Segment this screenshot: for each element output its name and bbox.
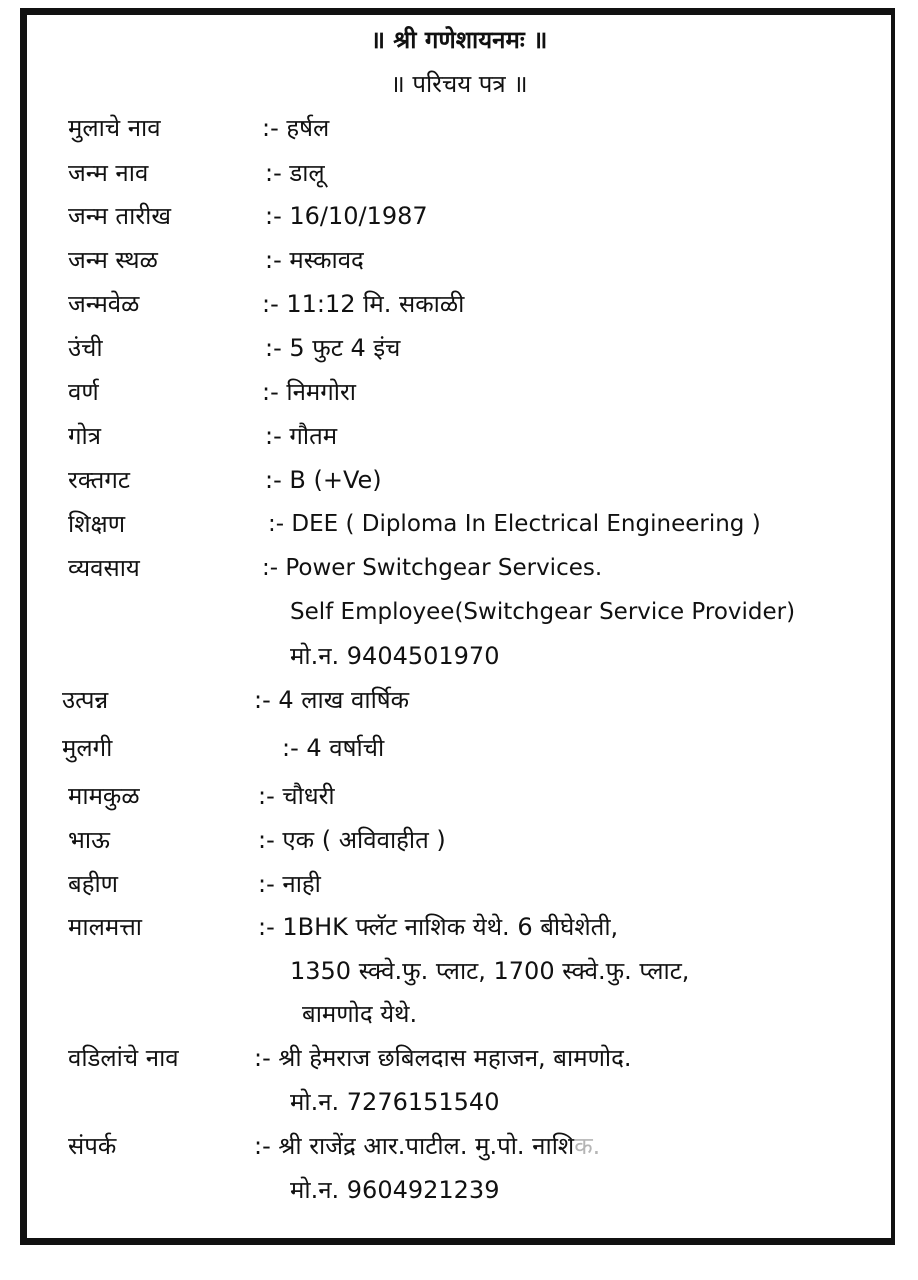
value-birth-place: :- मस्कावद: [265, 246, 364, 274]
label-blood-group: रक्तगट: [68, 466, 130, 494]
value-father-name: :- श्री हेमराज छबिलदास महाजन, बामणोद.: [254, 1044, 632, 1072]
invocation-heading: ॥ श्री गणेशायनमः ॥: [370, 26, 548, 54]
label-property: मालमत्ता: [68, 913, 142, 941]
value-property: :- 1BHK फ्लॅट नाशिक येथे. 6 बीघेशेती,: [258, 913, 619, 941]
label-contact: संपर्क: [68, 1132, 117, 1160]
label-occupation: व्यवसाय: [68, 554, 140, 582]
value-contact-mobile: मो.न. 9604921239: [290, 1176, 500, 1204]
value-education: :- DEE ( Diploma In Electrical Engineering ): [268, 511, 761, 537]
label-height: उंची: [68, 334, 103, 362]
label-birth-date: जन्म तारीख: [68, 202, 171, 230]
value-occupation-line2: Self Employee(Switchgear Service Provider): [290, 599, 796, 625]
value-contact-faded-suffix: क.: [574, 1132, 601, 1160]
value-occupation-mobile: मो.न. 9404501970: [290, 642, 500, 670]
value-sister: :- नाही: [258, 870, 321, 898]
label-sister: बहीण: [68, 870, 119, 898]
value-income: :- 4 लाख वार्षिक: [254, 686, 410, 714]
label-complexion: वर्ण: [68, 378, 99, 406]
value-boy-name: :- हर्षल: [262, 114, 330, 142]
label-education: शिक्षण: [68, 510, 126, 538]
value-contact: [254, 1130, 600, 1162]
value-property-line3: बामणोद येथे.: [302, 1000, 418, 1028]
label-maternal-clan: मामकुळ: [68, 782, 140, 810]
value-birth-time: :- 11:12 मि. सकाळी: [262, 290, 465, 318]
value-daughter: :- 4 वर्षाची: [282, 734, 385, 762]
value-height: :- 5 फुट 4 इंच: [265, 334, 401, 362]
label-birth-time: जन्मवेळ: [68, 290, 140, 318]
value-occupation: :- Power Switchgear Services.: [262, 555, 603, 581]
label-daughter: मुलगी: [62, 734, 113, 762]
value-gotra: :- गौतम: [265, 422, 338, 450]
value-maternal-clan: :- चौधरी: [258, 782, 335, 810]
value-contact-text: :- श्री राजेंद्र आर.पाटील. मु.पो. नाशि: [254, 1132, 575, 1160]
label-birth-place: जन्म स्थळ: [68, 246, 158, 274]
value-blood-group: :- B (+Ve): [265, 466, 382, 494]
value-birth-date: :- 16/10/1987: [265, 202, 428, 230]
label-birth-name: जन्म नाव: [68, 159, 149, 187]
page-title: ॥ परिचय पत्र ॥: [390, 70, 528, 98]
value-father-mobile: मो.न. 7276151540: [290, 1088, 500, 1116]
value-property-line2: 1350 स्क्वे.फु. प्लाट, 1700 स्क्वे.फु. प्लाट,: [290, 957, 690, 985]
label-brother: भाऊ: [68, 826, 110, 854]
value-complexion: :- निमगोरा: [262, 378, 357, 406]
label-father-name: वडिलांचे नाव: [68, 1044, 179, 1072]
value-brother: :- एक ( अविवाहीत ): [258, 826, 446, 854]
label-income: उत्पन्न: [62, 686, 109, 714]
label-boy-name: मुलाचे नाव: [68, 114, 161, 142]
value-birth-name: :- डालू: [265, 159, 325, 187]
label-gotra: गोत्र: [68, 422, 101, 450]
